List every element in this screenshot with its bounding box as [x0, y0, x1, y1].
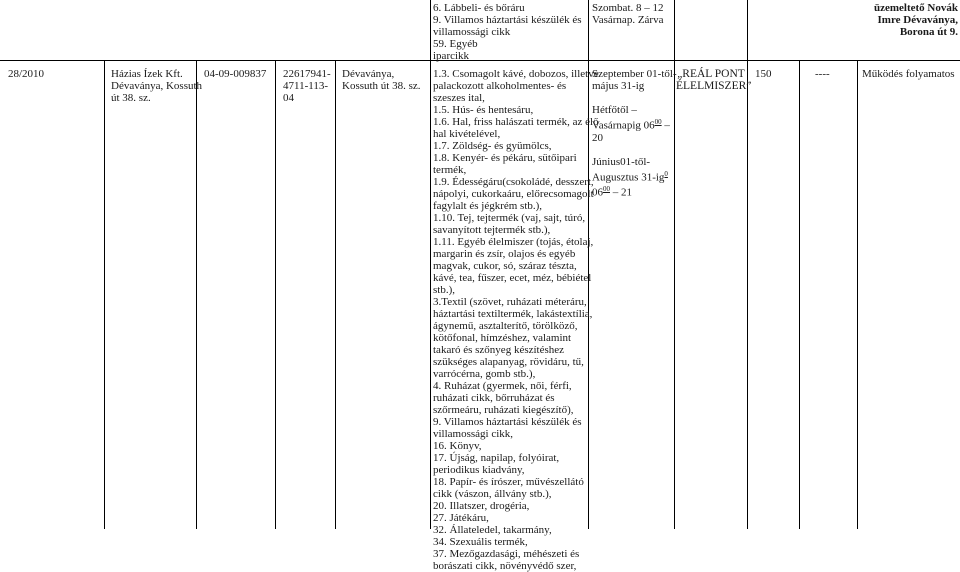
- hours-minutes: 0: [664, 169, 668, 178]
- operation-status: Működés folyamatos: [862, 68, 955, 80]
- hours-text: – 21: [610, 186, 632, 199]
- activity-line: 9. Villamos háztartási készülék és: [433, 14, 582, 26]
- activity-line: 34. Szexuális termék,: [433, 536, 528, 548]
- activity-line: szeszes ital,: [433, 92, 485, 104]
- column-divider: [104, 60, 105, 529]
- address-cell: [342, 68, 421, 92]
- empty-value: ----: [815, 68, 830, 80]
- address-line: Kossuth út 38. sz.: [342, 80, 421, 92]
- hours-line: Szombat. 8 – 12: [592, 2, 664, 14]
- activity-line: 1.11. Egyéb élelmiszer (tojás, étolaj,: [433, 236, 594, 248]
- activity-line: 16. Könyv,: [433, 440, 482, 452]
- activity-line: szükséges alapanyag, rövidáru, tű,: [433, 356, 584, 368]
- column-divider: [747, 0, 748, 60]
- activity-line: 4. Ruházat (gyermek, női, férfi,: [433, 380, 572, 392]
- address-line: Dévaványa,: [342, 68, 395, 80]
- store-name-cell: [676, 68, 752, 92]
- activity-line: háztartási textiltermék, lakástextília,: [433, 308, 593, 320]
- business-name-line: Dévaványa, Kossuth: [111, 80, 203, 92]
- hours-text: 06: [592, 186, 603, 199]
- activity-line: hal kivételével,: [433, 128, 501, 140]
- activity-line: borászati cikk, növényvédő szer,: [433, 560, 577, 572]
- activity-line: termék,: [433, 164, 467, 176]
- store-name-line: ÉLELMISZER”: [676, 80, 752, 92]
- registration-number: 04-09-009837: [204, 68, 267, 80]
- tax-number-cell: [283, 68, 331, 104]
- tax-number-line: 04: [283, 92, 294, 104]
- operator-line: Borona út 9.: [899, 26, 958, 38]
- activity-line: 18. Papír- és írószer, művészellátó: [433, 476, 584, 488]
- activity-line: szőrmeáru, ruházati kiegészítő),: [433, 404, 574, 416]
- activity-line: 1.5. Hús- és hentesáru,: [433, 104, 534, 116]
- hours-minutes: 00: [654, 118, 662, 126]
- activity-line: kávé, tea, fűszer, ecet, méz, bébiétel: [433, 272, 592, 284]
- hours-line: 20: [592, 131, 603, 144]
- prev-operator-cell: [848, 2, 958, 38]
- activity-line: 37. Mezőgazdasági, méhészeti és: [433, 548, 580, 560]
- column-divider: [588, 0, 589, 60]
- column-divider: [674, 60, 675, 529]
- column-divider: [799, 60, 800, 529]
- activity-line: 1.3. Csomagolt kávé, dobozos, illetve: [433, 68, 599, 80]
- activity-line: 3.Textil (szövet, ruházati méteráru,: [433, 296, 587, 308]
- activity-line: villamossági cikk: [433, 26, 511, 38]
- floor-area: 150: [755, 68, 772, 80]
- prev-activities-cell: [433, 2, 585, 62]
- activity-line: 20. Illatszer, drogéria,: [433, 500, 530, 512]
- tax-number-line: 22617941-: [283, 68, 331, 80]
- opening-hours-cell: [592, 68, 677, 199]
- activity-line: kötőfonal, hímzéshez, valamint: [433, 332, 572, 344]
- column-divider: [588, 60, 589, 529]
- hours-line: [592, 116, 672, 132]
- hours-text: –: [661, 119, 670, 132]
- hours-line: Hétfőtől –: [592, 104, 637, 116]
- business-name-line: Házias Ízek Kft.: [111, 68, 183, 80]
- period-text: Augusztus 31-ig: [592, 171, 665, 184]
- activity-line: 1.7. Zöldség- és gyümölcs,: [433, 140, 552, 152]
- activity-line: 1.10. Tej, tejtermék (vaj, sajt, túró,: [433, 212, 586, 224]
- column-divider: [335, 60, 336, 529]
- activity-line: 1.8. Kenyér- és pékáru, sütőipari: [433, 152, 577, 164]
- activity-line: iparcikk: [433, 50, 470, 62]
- activity-line: 32. Állateledel, takarmány,: [433, 524, 552, 536]
- activity-line: 1.9. Édességáru(csokoládé, desszert,: [433, 176, 594, 188]
- activity-line: villamossági cikk,: [433, 428, 514, 440]
- business-name-cell: [111, 68, 203, 104]
- activity-line: 6. Lábbeli- és bőráru: [433, 2, 525, 14]
- business-name-line: út 38. sz.: [111, 92, 151, 104]
- operator-line: Imre Dévaványa,: [877, 14, 958, 26]
- column-divider: [674, 0, 675, 60]
- operator-line: üzemeltető Novák: [873, 2, 958, 14]
- activity-line: cikk (vászon, állvány stb.),: [433, 488, 552, 500]
- hours-text: Vasárnapig 06: [592, 119, 655, 132]
- activity-line: ruházati cikk, bőrruházat és: [433, 392, 555, 404]
- store-name-line: „REÁL PONT: [677, 68, 745, 80]
- period-line: május 31-ig: [592, 80, 645, 92]
- activity-line: fagylalt és jégkrém stb.),: [433, 200, 543, 212]
- activity-line: 9. Villamos háztartási készülék és: [433, 416, 582, 428]
- hours-minutes: 00: [603, 185, 610, 194]
- column-divider: [857, 60, 858, 529]
- column-divider: [747, 60, 748, 529]
- activity-line: savanyított tejtermék stb.),: [433, 224, 551, 236]
- period-line: [592, 168, 672, 184]
- hours-line: Vasárnap. Zárva: [592, 14, 664, 26]
- prev-hours-cell: [592, 2, 672, 26]
- activity-line: 59. Egyéb: [433, 38, 478, 50]
- column-divider: [430, 0, 431, 60]
- column-divider: [275, 60, 276, 529]
- record-number: 28/2010: [8, 68, 45, 80]
- activity-line: stb.),: [433, 284, 455, 296]
- period-line: Június01-től-: [592, 155, 651, 168]
- activity-line: periodikus kiadvány,: [433, 464, 525, 476]
- activity-line: margarin és zsír, olajos és egyéb: [433, 248, 576, 260]
- tax-number-line: 4711-113-: [283, 80, 329, 92]
- activity-line: nápolyi, cukorkaáru, előrecsomagolt: [433, 188, 594, 200]
- activity-line: 1.6. Hal, friss halászati termék, az élő: [433, 116, 599, 128]
- activity-line: varrócérna, gomb stb.),: [433, 368, 536, 380]
- activity-line: palackozott alkoholmentes- és: [433, 80, 567, 92]
- column-divider: [430, 60, 431, 529]
- column-divider: [196, 60, 197, 529]
- hours-line: [592, 183, 672, 199]
- activity-line: ágynemű, asztalterítő, törölköző,: [433, 320, 578, 332]
- period-line: Szeptember 01-től-: [592, 68, 677, 80]
- activity-line: 17. Újság, napilap, folyóirat,: [433, 452, 560, 464]
- activity-line: magvak, cukor, só, száraz tészta,: [433, 260, 577, 272]
- activity-line: takaró és szőnyeg készítéshez: [433, 344, 565, 356]
- activity-line: 27. Játékáru,: [433, 512, 489, 524]
